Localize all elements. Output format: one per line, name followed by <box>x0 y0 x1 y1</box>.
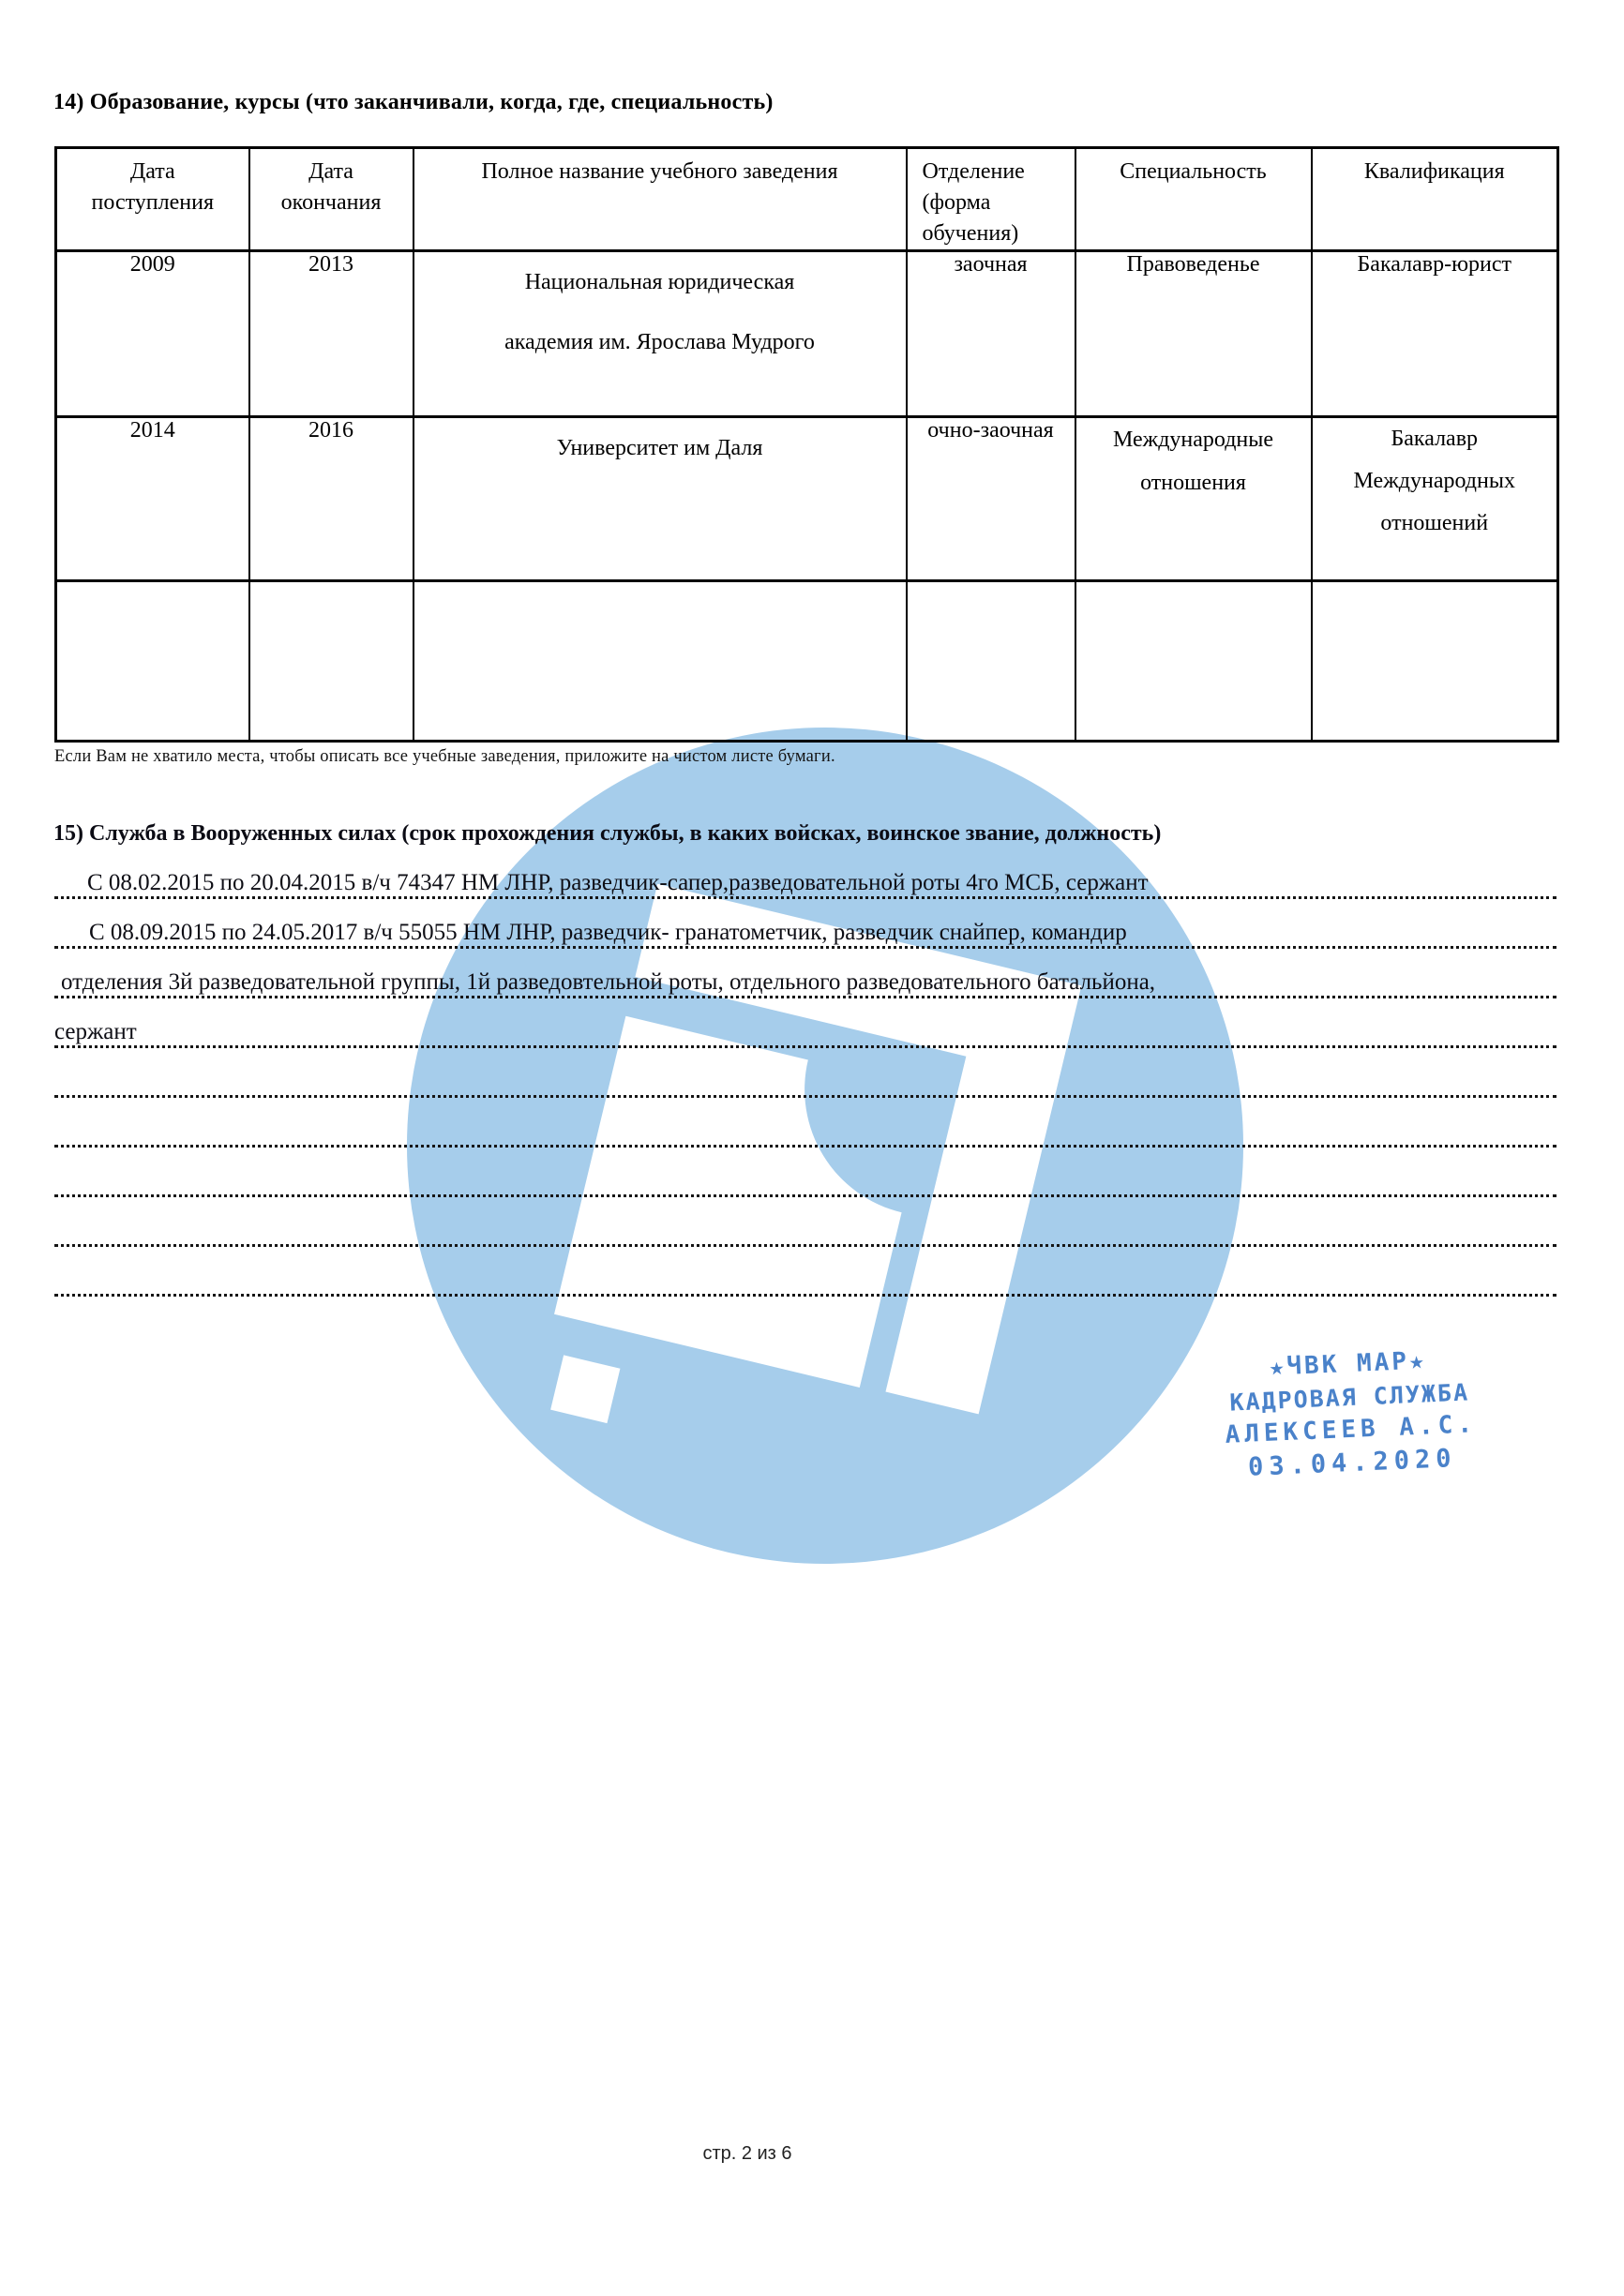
military-service-lines <box>54 849 1556 1297</box>
section15-heading: 15) Служба в Вооруженных силах (срок прохождения службы, в каких войсках, воинское звание, должность) <box>53 821 1162 846</box>
cell-qualification <box>1312 581 1558 742</box>
cell-institution <box>414 581 907 742</box>
cell-end-date: 2016 <box>249 417 414 581</box>
stamp-date: 03.04.2020 <box>1247 1444 1458 1482</box>
education-table-wrap <box>54 146 1556 743</box>
col-header-start-date: Дата поступления <box>56 148 249 251</box>
cell-specialty: Международные отношения <box>1075 417 1312 581</box>
service-line-text: С 08.09.2015 по 24.05.2017 в/ч 55055 НМ ЛНР, разведчик- гранатометчик, разведчик снайпер, командир <box>89 920 1127 945</box>
col-header-end-date: Дата окончания <box>249 148 414 251</box>
cell-qualification: Бакалавр Международных отношений <box>1312 417 1558 581</box>
service-line-empty <box>54 1048 1556 1098</box>
cell-qualification: Бакалавр-юрист <box>1312 251 1558 417</box>
service-line-empty <box>54 1098 1556 1148</box>
service-line-empty <box>54 1197 1556 1247</box>
service-line-empty <box>54 1247 1556 1297</box>
cell-specialty: Правоведенье <box>1075 251 1312 417</box>
cell-department: очно-заочная <box>907 417 1075 581</box>
cell-institution: Университет им Даля <box>414 417 907 581</box>
col-header-specialty: Специальность <box>1075 148 1312 251</box>
education-table <box>54 146 1559 743</box>
section14-heading: 14) Образование, курсы (что заканчивали, когда, где, специальность) <box>53 90 774 114</box>
page-number: стр. 2 из 6 <box>702 2143 792 2164</box>
cell-specialty <box>1075 581 1312 742</box>
service-line-text: отделения 3й разведовательной группы, 1й разведовтельной роты, отдельного разведовательного батальйона, <box>61 969 1156 995</box>
col-header-department: Отделение (форма обучения) <box>907 148 1075 251</box>
service-line-text: С 08.02.2015 по 20.04.2015 в/ч 74347 НМ ЛНР, разведчик-сапер,разведовательной роты 4го МСБ, сержант <box>87 870 1149 895</box>
education-table-header-row <box>56 148 1558 251</box>
service-line <box>54 949 1556 998</box>
education-row-3-empty <box>56 581 1558 742</box>
cell-start-date <box>56 581 249 742</box>
stamp-department-line: КАДРОВАЯ СЛУЖБА <box>1228 1378 1470 1417</box>
service-line-text: сержант <box>54 1019 137 1044</box>
stamp-officer-name: АЛЕКСЕЕВ А.С. <box>1224 1410 1478 1449</box>
education-row-1 <box>56 251 1558 417</box>
cell-institution: Национальная юридическая академия им. Ярослава Мудрого <box>414 251 907 417</box>
hr-ink-stamp <box>1183 1341 1517 1486</box>
col-header-qualification: Квалификация <box>1312 148 1558 251</box>
cell-end-date: 2013 <box>249 251 414 417</box>
education-row-2 <box>56 417 1558 581</box>
cell-end-date <box>249 581 414 742</box>
stamp-company-line: ★ЧВК МАР★ <box>1269 1346 1428 1382</box>
cell-department: заочная <box>907 251 1075 417</box>
service-line <box>54 899 1556 949</box>
cell-start-date: 2014 <box>56 417 249 581</box>
cell-department <box>907 581 1075 742</box>
service-line <box>54 998 1556 1048</box>
cell-start-date: 2009 <box>56 251 249 417</box>
col-header-institution: Полное название учебного заведения <box>414 148 907 251</box>
service-line <box>54 849 1556 899</box>
table-footnote: Если Вам не хватило места, чтобы описать все учебные заведения, приложите на чистом листе бумаги. <box>54 747 835 766</box>
service-line-empty <box>54 1148 1556 1197</box>
